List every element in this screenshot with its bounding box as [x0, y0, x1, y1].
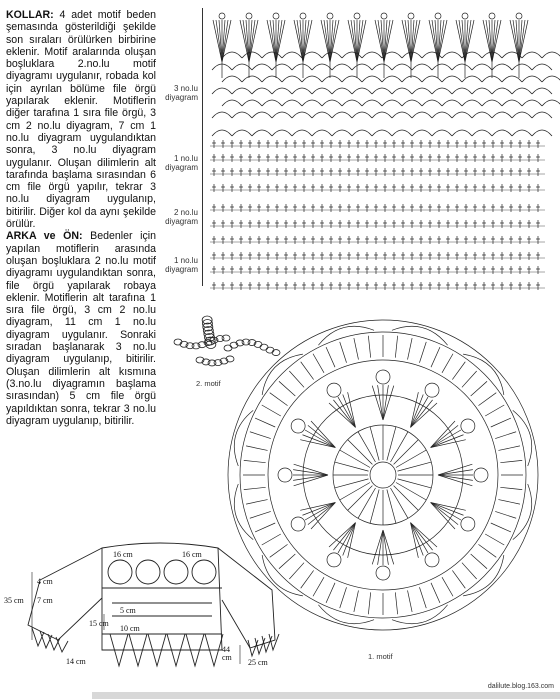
dim-body-16a: 16 cm	[113, 550, 133, 559]
kollar-heading: KOLLAR:	[6, 9, 54, 21]
arka-heading: ARKA ve ÖN:	[6, 230, 83, 243]
site-watermark: dalilute.blog.163.com	[487, 683, 554, 690]
arka-body: Bedenler için yapılan motiflerin arasında oluşan boşluklara 2 no.lu motif diyagramı uygulandıktan sonra, file örgü yapılarak robaya eklenir. Motiflerin alt tarafına 1 sıra file örgü, 3 cm 2 no.lu diyagram, 11 cm 1 no.lu diyagram uygulanır. Sonraki sıradan başlanarak 3 no.lu diyagram uygulanıp, bitirilir. Oluşan dilimlerin alt kısmına (3.no.lu diyagramın başlama sırasından) 5 cm file örgü yapıldıktan sonra, tekrar 3 no.lu diyagram uygulanıp, bitirilir.	[6, 230, 156, 427]
dim-height-35: 35 cm	[4, 596, 24, 605]
label-diagram-2-line1: 2 no.lu	[173, 208, 198, 217]
kollar-body: 4 adet motif beden şemasında gösterildiği şekilde son sıraları örülürken birbirine eklenir. Motif aralarında oluşan boşluklara 2.no.lu motif diyagramı uygulanır, robada kol için ayrılan bölüme file örgü yapılarak eklenir. Motiflerin diğer tarafına 1 sıra file örgü, 3 cm 2 no.lu diyagram, 7 cm 1 no.lu diyagram uygulandıktan sonra, 3 no.lu diyagram uygulanır. Oluşan dilimlerin alt tarafında başlama sırasından 6 cm file örgü yapılır, tekrar 3 no.lu diyagram uygulanıp, bitirilir. Diğer kol da aynı şekilde örülür.	[6, 9, 156, 231]
motif-1-label: 1. motif	[368, 652, 393, 661]
dim-body-10: 10 cm	[120, 624, 140, 633]
dim-side-44: 44 cm	[222, 645, 232, 662]
dim-body-16b: 16 cm	[182, 550, 202, 559]
label-diagram-1b-line1: 1 no.lu	[173, 256, 198, 265]
motif-2-label: 2. motif	[196, 379, 221, 388]
dim-width-25: 25 cm	[248, 658, 268, 667]
dim-body-15: 15 cm	[89, 619, 109, 628]
label-diagram-1a-line1: 1 no.lu	[173, 154, 198, 163]
bottom-gray-bar	[92, 692, 560, 699]
label-diagram-2-line2: diyagram	[165, 217, 198, 226]
label-diagram-3-line2: diyagram	[165, 93, 198, 102]
label-diagram-3-line1: 3 no.lu	[173, 84, 198, 93]
label-diagram-1b-line2: diyagram	[165, 265, 198, 274]
dim-body-5: 5 cm	[120, 606, 136, 615]
dim-sleeve-7: 7 cm	[37, 596, 53, 605]
dim-cuff-14: 14 cm	[66, 657, 86, 666]
dim-sleeve-4: 4 cm	[37, 577, 53, 586]
label-diagram-1a-line2: diyagram	[165, 163, 198, 172]
